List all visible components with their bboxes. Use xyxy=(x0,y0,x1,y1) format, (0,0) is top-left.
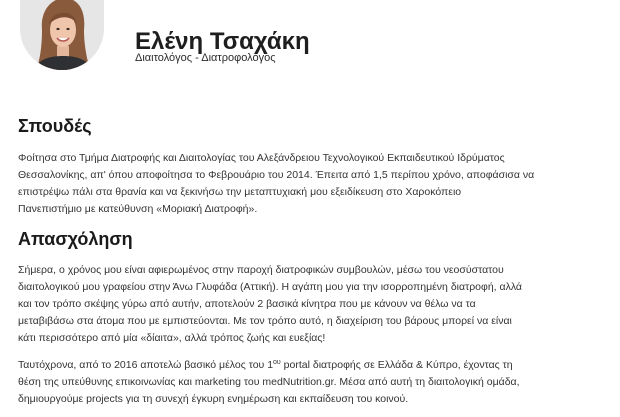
profile-photo-icon xyxy=(20,0,104,70)
occupation-line: διαιτολογικού μου γραφείου στην Άνω Γλυφάδα (Αττική). Η αγάπη μου για την ισορροπημένη διατροφή, αλλά xyxy=(18,281,522,293)
occupation-paragraph-1 xyxy=(18,262,608,347)
occupation-line: κάτι περισσότερο από μία «δίαιτα», αλλά τρόπος ζωής και ευεξίας! xyxy=(18,332,326,344)
occupation-line: μεταβιβάσω στα άτομα που με εμπιστεύονται. Με τον τρόπο αυτό, η διαχείριση του βάρους μπορεί να είναι xyxy=(18,315,512,327)
profile-header xyxy=(0,0,620,80)
occupation-line: θέση της υπεύθυνης επικοινωνίας και marketing του medNutrition.gr. Μέσα από αυτή τη διαιτολογική ομάδα, xyxy=(18,376,520,388)
avatar xyxy=(20,0,104,70)
text-segment: Ταυτόχρονα, από το 2016 αποτελώ βασικό μέλος του 1 xyxy=(18,359,274,371)
occupation-heading: Απασχόληση xyxy=(18,229,133,249)
studies-heading: Σπουδές xyxy=(18,116,92,136)
studies-paragraph xyxy=(18,150,608,218)
text-segment: portal διατροφής σε Ελλάδα & Κύπρο, έχοντας τη xyxy=(280,359,513,371)
studies-line: Θεσσαλονίκης, απ' όπου αποφοίτησα το Φεβρουάριο του 2014. Έπειτα από 1,5 περίπου χρόνο, αποφάσισα να xyxy=(18,169,535,181)
occupation-line xyxy=(18,357,608,374)
occupation-line: δημιουργούμε projects για τη συνεχή έγκυρη ενημέρωση και εκπαίδευση του κοινού. xyxy=(18,393,409,405)
ordinal-superscript: ου xyxy=(273,359,281,366)
studies-line: Πανεπιστήμιο με κατεύθυνση «Μοριακή Διατροφή». xyxy=(18,203,258,215)
profile-name: Ελένη Τσαχάκη xyxy=(135,28,310,56)
profile-role: Διαιτολόγος - Διατροφολόγος xyxy=(135,52,276,64)
occupation-paragraph-2 xyxy=(18,357,608,408)
studies-line: Φοίτησα στο Τμήμα Διατροφής και Διαιτολογίας του Αλεξάνδρειου Τεχνολογικού Εκπαιδευτικού Ιδρύματος xyxy=(18,152,505,164)
occupation-line: Σήμερα, ο χρόνος μου είναι αφιερωμένος στην παροχή διατροφικών συμβουλών, μέσω του νεοσύστατου xyxy=(18,264,504,276)
studies-line: επιστρέψω πάλι στα θρανία και να ξεκινήσω την μεταπτυχιακή μου εξειδίκευση στο Χαροκόπειο xyxy=(18,186,462,198)
occupation-line: και τον τρόπο σκέψης γύρω από αυτήν, αποτελούν 2 βασικά κίνητρα που με κάνουν να θέλω να τα xyxy=(18,298,476,310)
